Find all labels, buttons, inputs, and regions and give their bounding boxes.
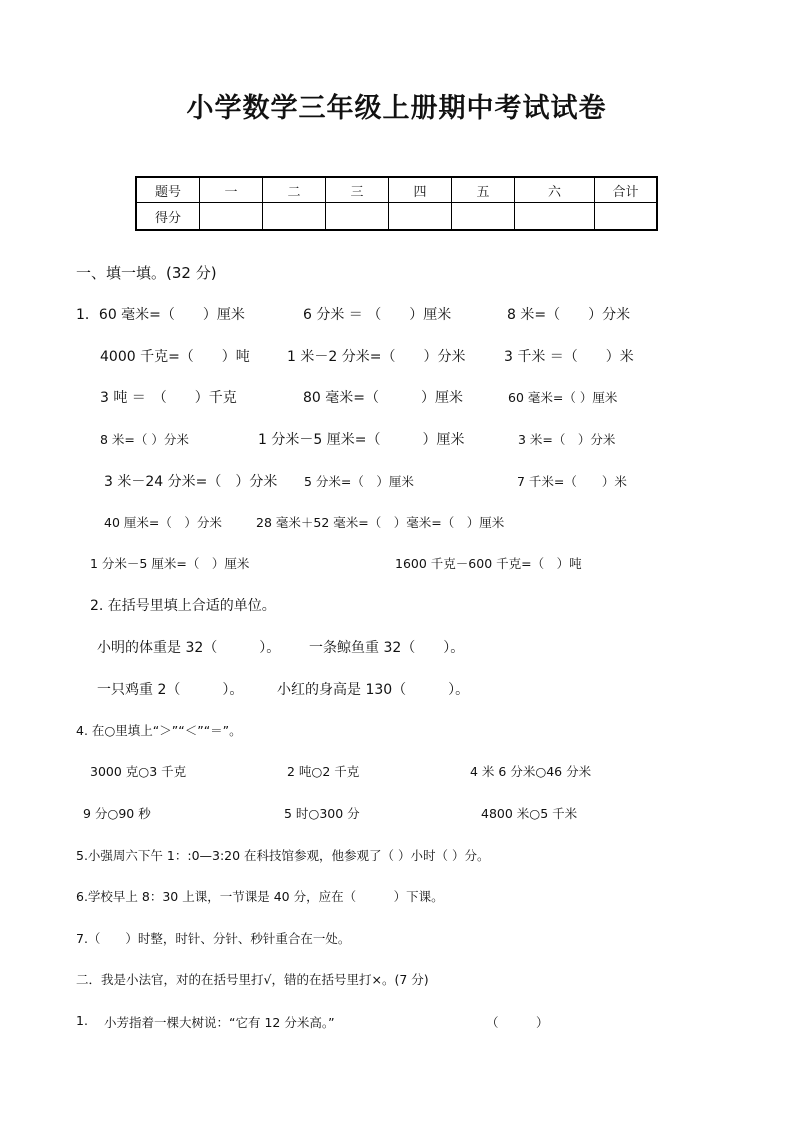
score-cell[interactable] <box>200 203 263 231</box>
score-cell[interactable] <box>263 203 326 231</box>
q1-item: 40 厘米=（ ）分米 <box>104 515 222 530</box>
page-title: 小学数学三年级上册期中考试试卷 <box>186 93 607 124</box>
section2-q1-number: 1. <box>76 1013 88 1028</box>
q1-item: 8 米=（ ）分米 <box>100 432 189 447</box>
q5-text: 5.小强周六下午 1：:0—3:20 在科技馆参观，他参观了（ ）小时（ ）分。 <box>76 848 490 863</box>
q1-item: 60 毫米=（ ）厘米 <box>508 390 618 405</box>
q1-item: 3 千米 ＝（ ）米 <box>504 349 634 365</box>
q4-intro: 4. 在○里填上“＞”“＜”“＝”。 <box>76 723 242 738</box>
q2-item: 小明的体重是 32（ ）。 <box>97 640 281 656</box>
score-row-label: 得分 <box>136 203 200 231</box>
section2-q1-answer-blank[interactable]: （ ） <box>486 1015 549 1030</box>
q6-text: 6.学校早上 8：30 上课，一节课是 40 分，应在（ ）下课。 <box>76 889 444 904</box>
score-cell[interactable] <box>389 203 452 231</box>
q1-item: 8 米=（ ）分米 <box>507 307 631 323</box>
header-cell: 四 <box>389 177 452 203</box>
q1-item: 3 米－24 分米=（ ）分米 <box>104 474 278 490</box>
q1-item: 80 毫米=（ ）厘米 <box>303 390 463 406</box>
header-cell: 一 <box>200 177 263 203</box>
q2-item: 一条鲸鱼重 32（ ）。 <box>309 640 465 656</box>
q4-item: 5 时○300 分 <box>284 806 360 821</box>
q1-item: 28 毫米＋52 毫米=（ ）毫米=（ ）厘米 <box>256 515 505 530</box>
q4-item: 2 吨○2 千克 <box>287 764 360 779</box>
section2-q1-text: 小芳指着一棵大树说：“它有 12 分米高。” <box>104 1015 335 1030</box>
score-table <box>135 176 658 231</box>
q1-item: 1 分米－5 厘米=（ ）厘米 <box>258 432 465 448</box>
q7-text: 7.（ ）时整，时针、分针、秒针重合在一处。 <box>76 931 351 946</box>
header-cell: 合计 <box>595 177 658 203</box>
q1-item: 1 分米－5 厘米=（ ）厘米 <box>90 556 250 571</box>
q1-item: 1600 千克－600 千克=（ ）吨 <box>395 556 582 571</box>
q1-item: 3 吨 ＝ （ ）千克 <box>100 390 237 406</box>
q2-intro: 2. 在括号里填上合适的单位。 <box>90 598 276 614</box>
score-cell[interactable] <box>515 203 595 231</box>
header-cell: 二 <box>263 177 326 203</box>
q1-item: 6 分米 ＝ （ ）厘米 <box>303 307 452 323</box>
header-cell: 题号 <box>136 177 200 203</box>
q1-item: 4000 千克=（ ）吨 <box>100 349 250 365</box>
q1-item: 5 分米=（ ）厘米 <box>304 474 414 489</box>
q4-item: 4800 米○5 千米 <box>481 806 578 821</box>
q2-item: 一只鸡重 2（ ）。 <box>97 682 244 698</box>
q1-item: 3 米=（ ）分米 <box>518 432 616 447</box>
q4-item: 9 分○90 秒 <box>83 806 151 821</box>
score-cell[interactable] <box>452 203 515 231</box>
header-cell: 五 <box>452 177 515 203</box>
score-cell[interactable] <box>326 203 389 231</box>
q4-item: 3000 克○3 千克 <box>90 764 187 779</box>
q1-item: 1 米－2 分米=（ ）分米 <box>287 349 466 365</box>
q1-item: 1．60 毫米=（ ）厘米 <box>76 307 245 323</box>
header-cell: 六 <box>515 177 595 203</box>
header-cell: 三 <box>326 177 389 203</box>
score-table-header-row <box>136 177 657 203</box>
score-table-score-row <box>136 203 657 231</box>
q4-item: 4 米 6 分米○46 分米 <box>470 764 592 779</box>
q2-item: 小红的身高是 130（ ）。 <box>277 682 470 698</box>
section2-heading: 二．我是小法官，对的在括号里打√，错的在括号里打×。(7 分) <box>76 972 429 987</box>
section1-heading: 一、填一填。(32 分) <box>76 264 217 282</box>
q1-item: 7 千米=（ ）米 <box>517 474 627 489</box>
score-cell[interactable] <box>595 203 658 231</box>
